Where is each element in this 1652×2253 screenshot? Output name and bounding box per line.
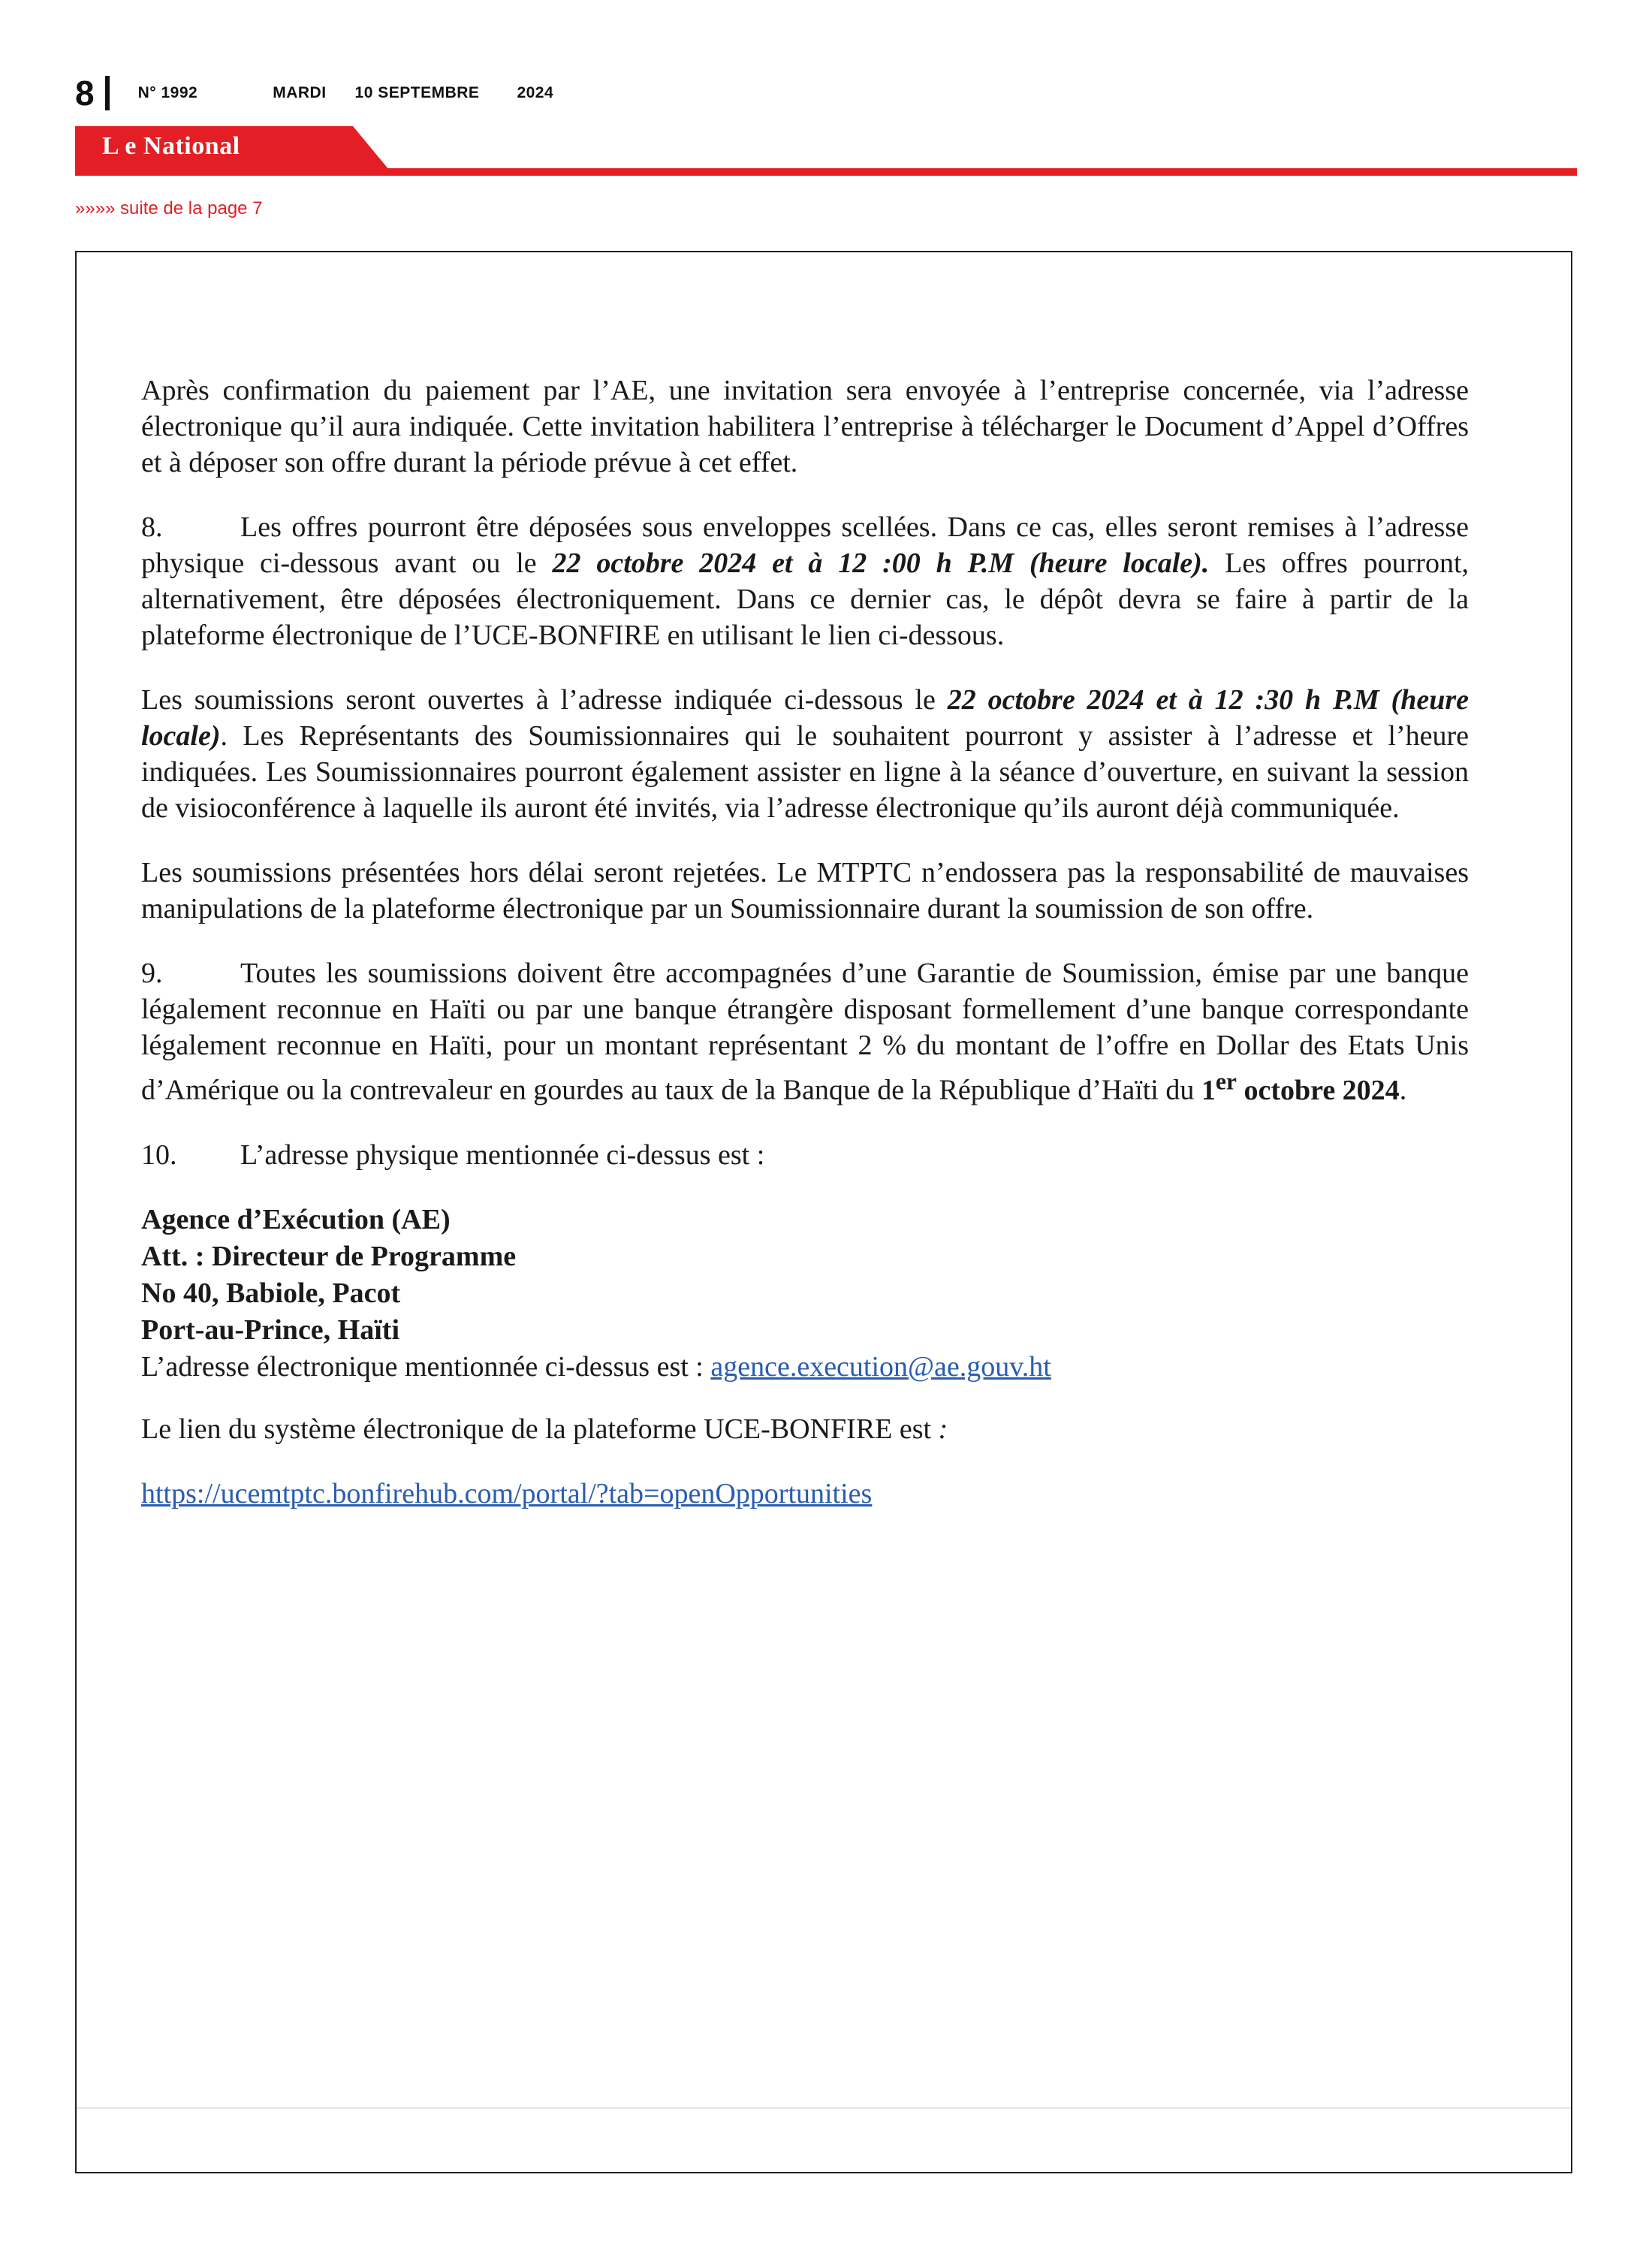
issue-year: 2024 bbox=[517, 84, 554, 101]
guarantee-date bbox=[1201, 1068, 1400, 1106]
paragraph-opening bbox=[141, 682, 1469, 826]
paragraph-9-text: Toutes les soumissions doivent être accompagnées d’une Garantie de Soumission, émise par une banque légalement reconnue en Haïti ou par une banque étrangère disposant formellement d’une banque correspondante légalement reconnue en Haïti, pour un montant représentant 2 % du montant de l’offre en Dollar des Etats Unis d’Amérique ou la contrevaleur en gourdes au taux de la Banque de la République d’Haïti du bbox=[141, 958, 1469, 1106]
continued-from: »»»» suite de la page 7 bbox=[75, 198, 263, 219]
scan-edge-line bbox=[77, 2107, 1571, 2109]
guarantee-date-sup: er bbox=[1215, 1068, 1237, 1094]
platform-url-line bbox=[141, 1476, 1469, 1512]
paragraph-10-text: L’adresse physique mentionnée ci-dessus est : bbox=[240, 1139, 765, 1171]
paragraph-8-text-b: Les offres pourront, alternativement, être déposées électroniquement. Dans ce dernier cas, le dépôt devra se faire à partir de la plateforme électronique de l’UCE-BONFIRE en utilisant le lien ci-dessous. bbox=[141, 547, 1470, 651]
issue-date: 10 SEPTEMBRE bbox=[354, 84, 480, 101]
page-header bbox=[75, 72, 553, 114]
header-rule bbox=[75, 168, 1577, 176]
paragraph-9 bbox=[141, 955, 1469, 1108]
notice-body bbox=[141, 372, 1469, 1512]
clause-number: 9. bbox=[141, 958, 163, 989]
address-line-city: Port-au-Prince, Haïti bbox=[141, 1313, 400, 1346]
platform-label: Le lien du système électronique de la plateforme UCE-BONFIRE est bbox=[141, 1413, 939, 1445]
platform-colon: : bbox=[938, 1413, 948, 1445]
address-line-agency: Agence d’Exécution (AE) bbox=[141, 1203, 451, 1235]
deadline-deposit: 22 octobre 2024 et à 12 :00 h P.M (heure locale). bbox=[552, 547, 1210, 579]
email-link[interactable]: agence.execution@ae.gouv.ht bbox=[710, 1350, 1051, 1383]
physical-address bbox=[141, 1202, 1469, 1386]
paragraph-9-end: . bbox=[1399, 1074, 1407, 1106]
paragraph-8-text-a: Les offres pourront être déposées sous enveloppes scellées. Dans ce cas, elles seront remises à l’adresse physique ci-dessous avant ou le bbox=[141, 511, 1469, 579]
publication-name: L e National bbox=[102, 132, 240, 160]
header-divider bbox=[105, 76, 110, 110]
notice-frame bbox=[75, 251, 1572, 2173]
paragraph-10 bbox=[141, 1137, 1469, 1173]
opening-text-b: . Les Représentants des Soumissionnaires qui le souhaitent pourront y assister à l’adresse et l’heure indiquées. Les Soumissionnaires pourront également assister en ligne à la séance d’ouverture, en suivant la session de visioconférence à laquelle ils auront été invités, via l’adresse électronique qu’ils auront déjà communiquée. bbox=[141, 720, 1469, 824]
platform-line bbox=[141, 1411, 1469, 1447]
email-line bbox=[141, 1349, 1469, 1386]
issue-day: MARDI bbox=[273, 84, 327, 101]
platform-url-link[interactable]: https://ucemtptc.bonfirehub.com/portal/?tab=openOpportunities bbox=[141, 1477, 873, 1510]
paragraph-8 bbox=[141, 509, 1469, 653]
page-number: 8 bbox=[75, 74, 95, 113]
opening-text-a: Les soumissions seront ouvertes à l’adresse indiquée ci-dessous le bbox=[141, 684, 948, 716]
address-line-street: No 40, Babiole, Pacot bbox=[141, 1277, 401, 1309]
address-line-attention: Att. : Directeur de Programme bbox=[141, 1240, 517, 1272]
issue-number: N° 1992 bbox=[137, 84, 198, 101]
clause-number: 8. bbox=[141, 511, 163, 543]
guarantee-date-day: 1 bbox=[1201, 1074, 1216, 1106]
clause-number: 10. bbox=[141, 1139, 177, 1171]
email-label: L’adresse électronique mentionnée ci-dessus est : bbox=[141, 1350, 711, 1383]
guarantee-date-month: octobre 2024 bbox=[1236, 1074, 1400, 1106]
paragraph-payment: Après confirmation du paiement par l’AE, une invitation sera envoyée à l’entreprise concernée, via l’adresse électronique qu’il aura indiquée. Cette invitation habilitera l’entreprise à télécharger le Document d’Appel d’Offres et à déposer son offre durant la période prévue à cet effet. bbox=[141, 375, 1469, 478]
paragraph-late: Les soumissions présentées hors délai seront rejetées. Le MTPTC n’endossera pas la responsabilité de mauvaises manipulations de la plateforme électronique par un Soumissionnaire durant la soumission de son offre. bbox=[141, 857, 1469, 924]
deadline-opening: 22 octobre 2024 et à 12 :30 h P.M (heure locale) bbox=[141, 684, 1469, 752]
